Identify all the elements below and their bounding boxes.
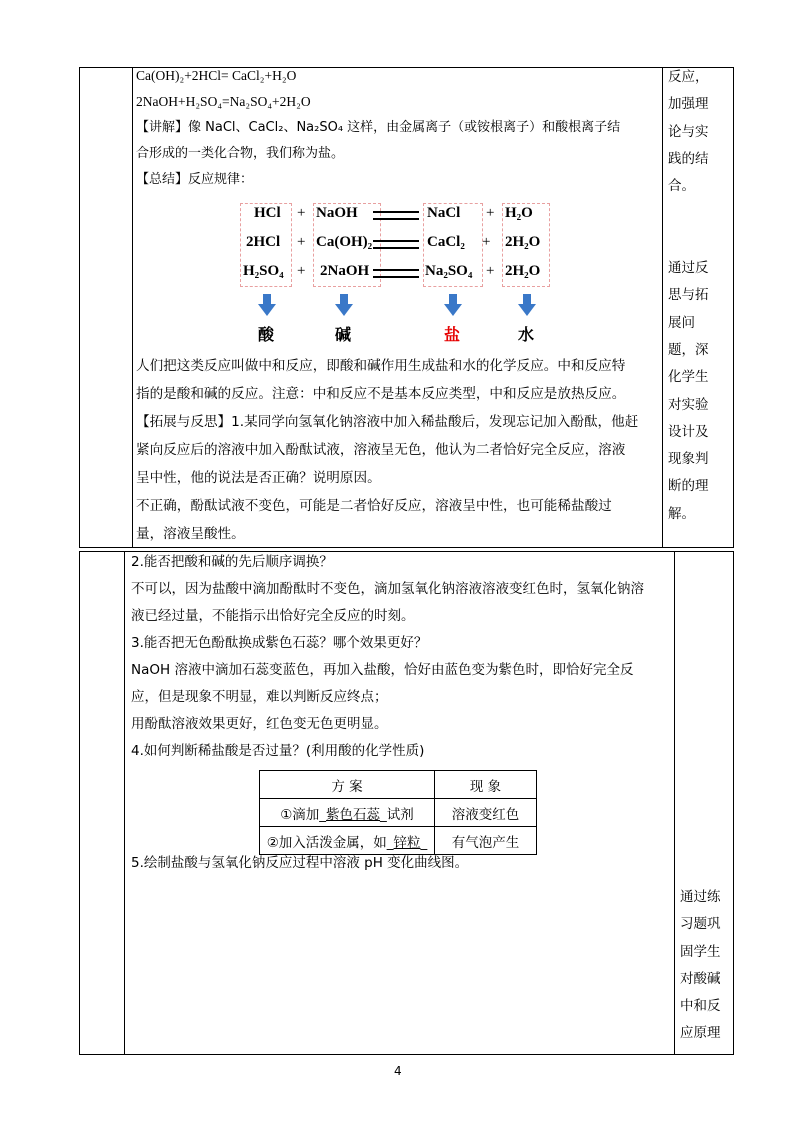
base-1: NaOH — [316, 205, 358, 221]
label-water: 水 — [518, 325, 535, 344]
side-note-line: 固学生 — [680, 943, 721, 960]
plus: + — [486, 263, 495, 279]
question-4: 4.如何判断稀盐酸是否过量？(利用酸的化学性质) — [131, 743, 425, 759]
side-note-line: 对实验 — [668, 396, 709, 413]
paragraph-line: 人们把这类反应叫做中和反应，即酸和碱作用生成盐和水的化学反应。中和反应特 — [136, 358, 626, 374]
plan-cell: ①滴加_紫色石蕊_试剂 — [260, 799, 435, 827]
equals-sign — [373, 240, 419, 249]
label-acid: 酸 — [258, 325, 275, 344]
base-2: Ca(OH)₂ — [316, 234, 373, 250]
side-note-line: 设计及 — [668, 423, 709, 440]
side-note-line: 题，深 — [668, 341, 709, 358]
side-note-line: 现象判 — [668, 451, 709, 468]
question-2: 2.能否把酸和碱的先后顺序调换？ — [131, 554, 333, 570]
plan-table — [259, 770, 537, 855]
acid-1: HCl — [254, 205, 281, 221]
label-base: 碱 — [335, 325, 352, 344]
side-note-line: 加强理 — [668, 96, 709, 113]
side-note-line: 化学生 — [668, 369, 709, 386]
answer-line: 不正确，酚酞试液不变色，可能是二者恰好反应，溶液呈中性，也可能稀盐酸过 — [136, 498, 612, 514]
header-plan: 方 案 — [260, 771, 435, 799]
label-salt: 盐 — [444, 325, 461, 344]
plus: + — [297, 205, 306, 221]
side-note-line: 习题巩 — [680, 916, 721, 933]
side-note-line: 应原理 — [680, 1025, 721, 1042]
plus: + — [486, 205, 495, 221]
side-note-line — [668, 228, 716, 255]
down-arrow-icon — [518, 294, 536, 316]
header-result: 现 象 — [435, 771, 537, 799]
water-1: H₂O — [505, 205, 533, 221]
answer-2-line: 液已经过量，不能指示出恰好完全反应的时刻。 — [131, 608, 415, 624]
down-arrow-icon — [335, 294, 353, 316]
side-note-line — [668, 200, 716, 227]
extension-line: 呈中性，他的说法是否正确？说明原因。 — [136, 470, 381, 486]
answer-3-line: 应，但是现象不明显，难以判断反应终点； — [131, 689, 388, 705]
result-cell: 溶液变红色 — [435, 799, 537, 827]
side-note-line: 断的理 — [668, 478, 709, 495]
answer-3-line: 用酚酞溶液效果更好，红色变无色更明显。 — [131, 716, 388, 732]
salt-1: NaCl — [427, 205, 461, 221]
plus: + — [482, 234, 491, 250]
side-note-line: 合。 — [668, 178, 695, 195]
side-note-line: 通过反 — [668, 260, 709, 277]
side-note-line: 反应， — [668, 69, 709, 85]
side-note-line: 思与拓 — [668, 287, 709, 304]
question-3: 3.能否把无色酚酞换成紫色石蕊？哪个效果更好？ — [131, 635, 428, 651]
side-note-line: 对酸碱 — [680, 970, 721, 987]
down-arrow-icon — [258, 294, 276, 316]
page-number: 4 — [394, 1064, 402, 1078]
side-note-line: 中和反 — [680, 998, 721, 1015]
answer-3-line: NaOH 溶液中滴加石蕊变蓝色，再加入盐酸，恰好由蓝色变为紫色时，即恰好完全反 — [131, 662, 634, 678]
side-notes-2 — [680, 884, 728, 1048]
side-note-line: 践的结 — [668, 150, 709, 167]
result-cell: 有气泡产生 — [435, 827, 537, 855]
down-arrow-icon — [444, 294, 462, 316]
salt-3: Na₂SO₄ — [425, 263, 473, 279]
equals-sign — [373, 211, 419, 220]
explain-line-1: 【讲解】像 NaCl、CaCl₂、Na₂SO₄ 这样，由金属离子（或铵根离子）和酸根离子结 — [136, 120, 621, 135]
equation-1: Ca(OH)₂+2HCl= CaCl₂+H₂O — [136, 68, 297, 83]
side-note-line: 论与实 — [668, 123, 709, 140]
side-notes-1 — [668, 64, 716, 528]
explain-line-2: 合形成的一类化合物，我们称为盐。 — [136, 146, 345, 161]
plus: + — [297, 263, 306, 279]
question-5: 5.绘制盐酸与氢氧化钠反应过程中溶液 pH 变化曲线图。 — [131, 855, 469, 871]
equation-2: 2NaOH+H₂SO₄=Na₂SO₄+2H₂O — [136, 94, 311, 109]
plus: + — [297, 234, 306, 250]
extension-line: 【拓展与反思】1.某同学向氢氧化钠溶液中加入稀盐酸后，发现忘记加入酚酞，他赶 — [136, 414, 639, 430]
side-note-line: 通过练 — [680, 889, 721, 905]
side-note-line: 解。 — [668, 505, 695, 522]
acid-2: 2HCl — [246, 234, 281, 250]
extension-line: 紧向反应后的溶液中加入酚酞试液，溶液呈无色，他认为二者恰好完全反应，溶液 — [136, 442, 626, 458]
salt-2: CaCl₂ — [427, 234, 465, 250]
equals-sign — [373, 269, 419, 278]
acid-3: H₂SO₄ — [243, 263, 284, 279]
water-3: 2H₂O — [505, 263, 541, 279]
answer-line: 量，溶液呈酸性。 — [136, 526, 245, 542]
answer-2-line: 不可以，因为盐酸中滴加酚酞时不变色，滴加氢氧化钠溶液溶液变红色时，氢氧化钠溶 — [131, 581, 644, 597]
water-2: 2H₂O — [505, 234, 541, 250]
plan-cell: ②加入活泼金属，如_锌粒_ — [260, 827, 435, 855]
side-note-line: 展问 — [668, 314, 695, 331]
paragraph-line: 指的是酸和碱的反应。注意：中和反应不是基本反应类型，中和反应是放热反应。 — [136, 386, 626, 402]
summary-heading: 【总结】反应规律： — [136, 172, 254, 187]
base-3: 2NaOH — [320, 263, 370, 279]
